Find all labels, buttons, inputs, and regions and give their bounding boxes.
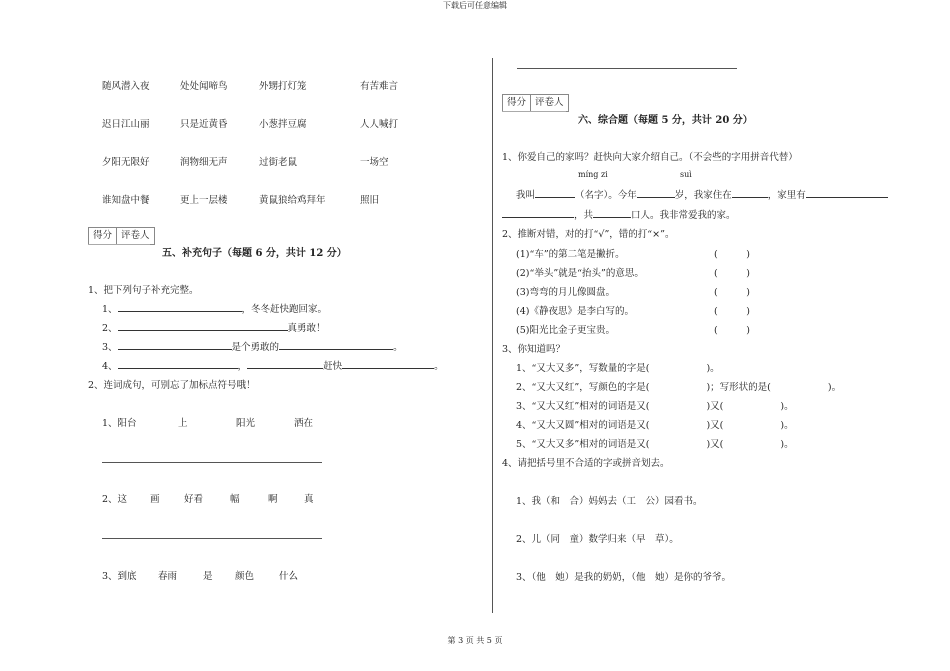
word: 上 [178, 418, 188, 429]
column-divider [492, 58, 493, 613]
judge-paren[interactable]: ( ) [714, 268, 750, 279]
fill-item: 4、“又大又圆”相对的词语是又( )又( )。 [516, 420, 794, 431]
word: 2、这 [102, 494, 128, 505]
answer-blank[interactable] [342, 358, 434, 369]
grader-label: 评卷人 [116, 228, 154, 244]
word: 颜色 [235, 571, 255, 582]
vocab-cell: 黄鼠狼给鸡拜年 [259, 195, 326, 206]
word: 幅 [230, 494, 240, 505]
vocab-cell: 谁知盘中餐 [102, 195, 150, 206]
pinyin-hint: míng zi [578, 170, 608, 179]
judge-item: (3)弯弯的月儿像圆盘。 [516, 287, 615, 298]
vocab-cell: 夕阳无限好 [102, 157, 150, 168]
word: 什么 [279, 571, 299, 582]
word: 画 [150, 494, 160, 505]
vocab-cell: 只是近黄昏 [180, 119, 228, 130]
vocab-cell: 润物细无声 [180, 157, 228, 168]
vocab-cell: 照旧 [360, 195, 380, 206]
pinyin-hint: suì [680, 170, 692, 179]
word: 啊 [268, 494, 278, 505]
fill-sentence: ，共 口人。我非常爱我的家。 [502, 207, 736, 221]
fill-sentence: 2、 真勇敢！ [102, 320, 326, 334]
section-title: 五、补充句子（每题 6 分，共计 12 分） [162, 248, 347, 259]
judge-paren[interactable]: ( ) [714, 325, 750, 336]
fill-sentence: 4、 ， 赶快 。 [102, 358, 444, 372]
vocab-cell: 迟日江山丽 [102, 119, 150, 130]
vocab-cell: 人人喊打 [360, 119, 399, 130]
word: 春雨 [158, 571, 178, 582]
word: 是 [203, 571, 213, 582]
question-prompt: 2、连词成句，可别忘了加标点符号哦！ [88, 380, 256, 391]
score-box [502, 94, 569, 112]
answer-blank[interactable] [118, 358, 238, 369]
score-label: 得分 [507, 97, 527, 108]
fill-item: 1、“又大又多”，写数量的字是( )。 [516, 363, 720, 374]
question-prompt: 4、请把括号里不合适的字或拼音划去。 [502, 458, 670, 469]
judge-paren[interactable]: ( ) [714, 287, 750, 298]
word: 好看 [184, 494, 204, 505]
answer-blank[interactable] [118, 339, 232, 350]
judge-item: (4)《静夜思》是李白写的。 [516, 306, 634, 317]
word: 3、到底 [102, 571, 137, 582]
vocab-cell: 小葱拌豆腐 [259, 119, 307, 130]
fill-sentence: 我叫 （名字）。今年 岁，我家住在 ，家里有 [516, 187, 888, 201]
vocab-cell: 随风潜入夜 [102, 81, 150, 92]
strike-item: 3、（他 她）是我的奶奶，（他 她）是你的爷爷。 [516, 572, 732, 583]
word: 真 [304, 494, 314, 505]
fill-sentence: 3、 是个勇敢的 。 [102, 339, 403, 353]
answer-blank[interactable] [247, 358, 323, 369]
answer-blank[interactable] [502, 207, 574, 218]
vocab-cell: 一场空 [360, 157, 389, 168]
section-title: 六、综合题（每题 5 分，共计 20 分） [578, 115, 753, 126]
question-prompt: 3、你知道吗？ [502, 344, 566, 355]
question-prompt: 1、把下列句子补充完整。 [88, 285, 199, 296]
answer-blank[interactable] [118, 301, 242, 312]
judge-item: (1)“车”的第二笔是撇折。 [516, 249, 625, 260]
question-prompt: 1、你爱自己的家吗？赶快向大家介绍自己。（不会些的字用拼音代替） [502, 152, 798, 163]
page-header: 下载后可任意编辑 [443, 1, 507, 10]
answer-blank[interactable] [279, 339, 393, 350]
answer-blank[interactable] [593, 207, 631, 218]
fill-item: 2、“又大又红”，写颜色的字是( )；写形状的是( )。 [516, 382, 842, 393]
fill-item: 5、“又大又多”相对的词语是又( )又( )。 [516, 439, 794, 450]
score-label: 得分 [93, 230, 113, 241]
question-prompt: 2、推断对错，对的打“√”，错的打“×”。 [502, 229, 675, 240]
judge-item: (2)“举头”就是“抬头”的意思。 [516, 268, 644, 279]
score-box-underline [88, 244, 150, 245]
grader-label: 评卷人 [530, 95, 568, 111]
answer-blank[interactable] [806, 187, 888, 198]
strike-item: 1、我（和 合）妈妈去（工 公）园看书。 [516, 496, 703, 507]
score-box-underline [502, 111, 566, 112]
vocab-cell: 处处闻啼鸟 [180, 81, 228, 92]
vocab-cell: 外甥打灯笼 [259, 81, 307, 92]
answer-blank[interactable] [535, 187, 575, 198]
vocab-cell: 更上一层楼 [180, 195, 228, 206]
judge-paren[interactable]: ( ) [714, 306, 750, 317]
page-footer: 第 3 页 共 5 页 [447, 636, 503, 645]
strike-item: 2、儿（同 童）数学归来（早 草）。 [516, 534, 679, 545]
fill-sentence: 1、 ，冬冬赶快跑回家。 [102, 301, 327, 315]
answer-blank[interactable] [732, 187, 768, 198]
judge-item: (5)阳光比金子更宝贵。 [516, 325, 615, 336]
vocab-cell: 有苦难言 [360, 81, 399, 92]
top-rule [517, 68, 737, 69]
answer-blank[interactable] [118, 320, 288, 331]
score-box [88, 227, 155, 245]
answer-line[interactable] [102, 462, 322, 463]
word: 阳光 [236, 418, 256, 429]
fill-item: 3、“又大又红”相对的词语是又( )又( )。 [516, 401, 794, 412]
answer-blank[interactable] [637, 187, 675, 198]
answer-line[interactable] [102, 538, 322, 539]
word: 1、阳台 [102, 418, 137, 429]
vocab-cell: 过街老鼠 [259, 157, 298, 168]
judge-paren[interactable]: ( ) [714, 249, 750, 260]
word: 洒在 [294, 418, 314, 429]
